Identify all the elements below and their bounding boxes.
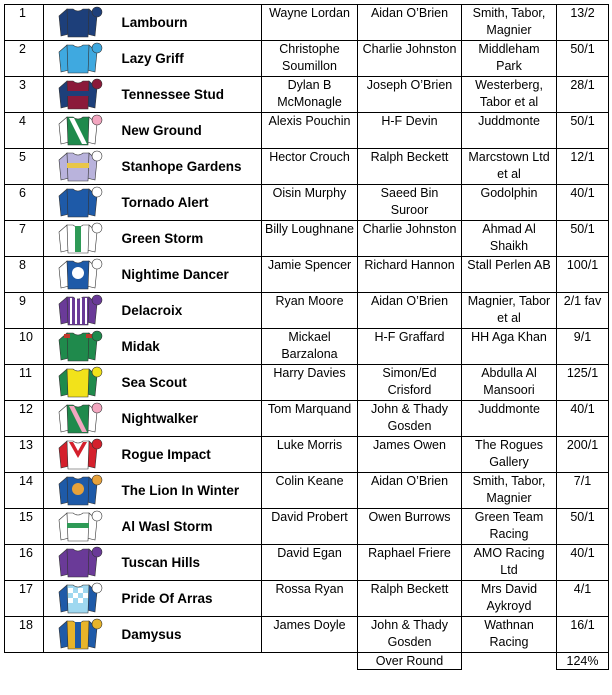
owner-name: Stall Perlen AB xyxy=(462,257,557,293)
owner-name: Westerberg, Tabor et al xyxy=(462,77,557,113)
jockey-silks-icon xyxy=(56,546,104,580)
runner-number: 7 xyxy=(5,221,44,257)
trainer-name: Charlie Johnston xyxy=(358,41,462,77)
owner-name: Middleham Park xyxy=(462,41,557,77)
horse-cell xyxy=(44,41,262,77)
jockey-name: Colin Keane xyxy=(262,473,358,509)
runner-row xyxy=(5,329,609,365)
jockey-silks-icon xyxy=(56,618,104,652)
horse-name: Nightwalker xyxy=(121,411,199,426)
trainer-name: Aidan O’Brien xyxy=(358,293,462,329)
racecard-table xyxy=(4,4,609,670)
odds: 4/1 xyxy=(557,581,609,617)
jockey-name: Luke Morris xyxy=(262,437,358,473)
horse-name: Nightime Dancer xyxy=(121,267,229,282)
horse-cell xyxy=(44,365,262,401)
owner-name: Marcstown Ltd et al xyxy=(462,149,557,185)
owner-name: The Rogues Gallery xyxy=(462,437,557,473)
runner-row xyxy=(5,185,609,221)
runner-row xyxy=(5,221,609,257)
horse-name: Damysus xyxy=(121,627,182,642)
horse-name: Pride Of Arras xyxy=(121,591,213,606)
jockey-silks-icon xyxy=(56,222,104,256)
jockey-name: Christophe Soumillon xyxy=(262,41,358,77)
horse-name: New Ground xyxy=(121,123,202,138)
owner-name: Ahmad Al Shaikh xyxy=(462,221,557,257)
jockey-name: James Doyle xyxy=(262,617,358,653)
horse-name: Tennessee Stud xyxy=(121,87,225,102)
horse-cell xyxy=(44,257,262,293)
jockey-silks-icon xyxy=(56,582,104,616)
jockey-name: Ryan Moore xyxy=(262,293,358,329)
footer-blank xyxy=(44,653,262,670)
footer-row xyxy=(5,653,609,670)
horse-name: Al Wasl Storm xyxy=(121,519,213,534)
owner-name: Smith, Tabor, Magnier xyxy=(462,473,557,509)
owner-name: Smith, Tabor, Magnier xyxy=(462,5,557,41)
runner-row xyxy=(5,365,609,401)
runner-row xyxy=(5,545,609,581)
odds: 125/1 xyxy=(557,365,609,401)
trainer-name: Simon/Ed Crisford xyxy=(358,365,462,401)
runner-number: 10 xyxy=(5,329,44,365)
jockey-name: Alexis Pouchin xyxy=(262,113,358,149)
runner-number: 12 xyxy=(5,401,44,437)
odds: 2/1 fav xyxy=(557,293,609,329)
runner-number: 17 xyxy=(5,581,44,617)
jockey-silks-icon xyxy=(56,258,104,292)
trainer-name: Aidan O’Brien xyxy=(358,473,462,509)
jockey-silks-icon xyxy=(56,474,104,508)
odds: 50/1 xyxy=(557,509,609,545)
over-round-value: 124% xyxy=(557,653,609,670)
runner-row xyxy=(5,617,609,653)
runner-row xyxy=(5,5,609,41)
runner-number: 3 xyxy=(5,77,44,113)
horse-cell xyxy=(44,185,262,221)
trainer-name: Charlie Johnston xyxy=(358,221,462,257)
footer-blank xyxy=(5,653,44,670)
trainer-name: Aidan O’Brien xyxy=(358,5,462,41)
runner-number: 1 xyxy=(5,5,44,41)
jockey-name: Rossa Ryan xyxy=(262,581,358,617)
jockey-silks-icon xyxy=(56,402,104,436)
jockey-silks-icon xyxy=(56,42,104,76)
jockey-silks-icon xyxy=(56,330,104,364)
jockey-name: Oisin Murphy xyxy=(262,185,358,221)
trainer-name: Joseph O’Brien xyxy=(358,77,462,113)
odds: 40/1 xyxy=(557,185,609,221)
trainer-name: H-F Graffard xyxy=(358,329,462,365)
odds: 13/2 xyxy=(557,5,609,41)
odds: 50/1 xyxy=(557,221,609,257)
runner-row xyxy=(5,473,609,509)
horse-name: Stanhope Gardens xyxy=(121,159,242,174)
trainer-name: Raphael Friere xyxy=(358,545,462,581)
owner-name: Juddmonte xyxy=(462,401,557,437)
runner-row xyxy=(5,77,609,113)
runner-row xyxy=(5,401,609,437)
horse-cell xyxy=(44,293,262,329)
jockey-silks-icon xyxy=(56,438,104,472)
horse-cell xyxy=(44,509,262,545)
horse-name: Lambourn xyxy=(121,15,188,30)
runner-number: 15 xyxy=(5,509,44,545)
odds: 100/1 xyxy=(557,257,609,293)
runner-row xyxy=(5,113,609,149)
horse-cell xyxy=(44,149,262,185)
odds: 200/1 xyxy=(557,437,609,473)
runner-number: 6 xyxy=(5,185,44,221)
jockey-silks-icon xyxy=(56,366,104,400)
owner-name: Abdulla Al Mansoori xyxy=(462,365,557,401)
owner-name: Godolphin xyxy=(462,185,557,221)
jockey-silks-icon xyxy=(56,78,104,112)
horse-cell xyxy=(44,5,262,41)
jockey-name: Hector Crouch xyxy=(262,149,358,185)
owner-name: Wathnan Racing xyxy=(462,617,557,653)
footer-blank xyxy=(262,653,358,670)
runner-number: 14 xyxy=(5,473,44,509)
trainer-name: James Owen xyxy=(358,437,462,473)
jockey-name: Harry Davies xyxy=(262,365,358,401)
horse-cell xyxy=(44,581,262,617)
horse-cell xyxy=(44,473,262,509)
horse-cell xyxy=(44,401,262,437)
runner-number: 5 xyxy=(5,149,44,185)
runner-number: 11 xyxy=(5,365,44,401)
jockey-name: Mickael Barzalona xyxy=(262,329,358,365)
horse-cell xyxy=(44,329,262,365)
runner-number: 13 xyxy=(5,437,44,473)
runner-number: 8 xyxy=(5,257,44,293)
horse-cell xyxy=(44,113,262,149)
trainer-name: John & Thady Gosden xyxy=(358,401,462,437)
jockey-name: Billy Loughnane xyxy=(262,221,358,257)
footer-blank xyxy=(462,653,557,670)
owner-name: Juddmonte xyxy=(462,113,557,149)
odds: 12/1 xyxy=(557,149,609,185)
runner-row xyxy=(5,257,609,293)
horse-cell xyxy=(44,545,262,581)
runner-row xyxy=(5,581,609,617)
odds: 28/1 xyxy=(557,77,609,113)
jockey-silks-icon xyxy=(56,510,104,544)
jockey-name: Jamie Spencer xyxy=(262,257,358,293)
horse-name: Green Storm xyxy=(121,231,204,246)
runner-number: 2 xyxy=(5,41,44,77)
runner-row xyxy=(5,509,609,545)
horse-name: Lazy Griff xyxy=(121,51,184,66)
runner-row xyxy=(5,293,609,329)
jockey-silks-icon xyxy=(56,150,104,184)
odds: 7/1 xyxy=(557,473,609,509)
jockey-silks-icon xyxy=(56,294,104,328)
horse-cell xyxy=(44,77,262,113)
jockey-silks-icon xyxy=(56,186,104,220)
horse-name: Delacroix xyxy=(121,303,183,318)
jockey-silks-icon xyxy=(56,114,104,148)
odds: 40/1 xyxy=(557,401,609,437)
horse-cell xyxy=(44,437,262,473)
horse-cell xyxy=(44,617,262,653)
horse-name: Tornado Alert xyxy=(121,195,209,210)
odds: 9/1 xyxy=(557,329,609,365)
trainer-name: H-F Devin xyxy=(358,113,462,149)
trainer-name: Saeed Bin Suroor xyxy=(358,185,462,221)
trainer-name: Richard Hannon xyxy=(358,257,462,293)
over-round-label: Over Round xyxy=(358,653,462,670)
horse-name: Rogue Impact xyxy=(121,447,211,462)
runner-row xyxy=(5,41,609,77)
runner-row xyxy=(5,437,609,473)
runner-number: 4 xyxy=(5,113,44,149)
runner-number: 9 xyxy=(5,293,44,329)
jockey-name: Dylan B McMonagle xyxy=(262,77,358,113)
runner-row xyxy=(5,149,609,185)
odds: 16/1 xyxy=(557,617,609,653)
trainer-name: Ralph Beckett xyxy=(358,581,462,617)
horse-cell xyxy=(44,221,262,257)
runner-number: 18 xyxy=(5,617,44,653)
owner-name: Mrs David Aykroyd xyxy=(462,581,557,617)
horse-name: The Lion In Winter xyxy=(121,483,240,498)
odds: 50/1 xyxy=(557,41,609,77)
jockey-name: Wayne Lordan xyxy=(262,5,358,41)
owner-name: Green Team Racing xyxy=(462,509,557,545)
odds: 50/1 xyxy=(557,113,609,149)
jockey-name: David Probert xyxy=(262,509,358,545)
horse-name: Tuscan Hills xyxy=(121,555,201,570)
runner-number: 16 xyxy=(5,545,44,581)
trainer-name: Ralph Beckett xyxy=(358,149,462,185)
owner-name: HH Aga Khan xyxy=(462,329,557,365)
owner-name: Magnier, Tabor et al xyxy=(462,293,557,329)
jockey-name: Tom Marquand xyxy=(262,401,358,437)
horse-name: Sea Scout xyxy=(121,375,187,390)
jockey-silks-icon xyxy=(56,6,104,40)
horse-name: Midak xyxy=(121,339,160,354)
odds: 40/1 xyxy=(557,545,609,581)
trainer-name: Owen Burrows xyxy=(358,509,462,545)
jockey-name: David Egan xyxy=(262,545,358,581)
owner-name: AMO Racing Ltd xyxy=(462,545,557,581)
trainer-name: John & Thady Gosden xyxy=(358,617,462,653)
